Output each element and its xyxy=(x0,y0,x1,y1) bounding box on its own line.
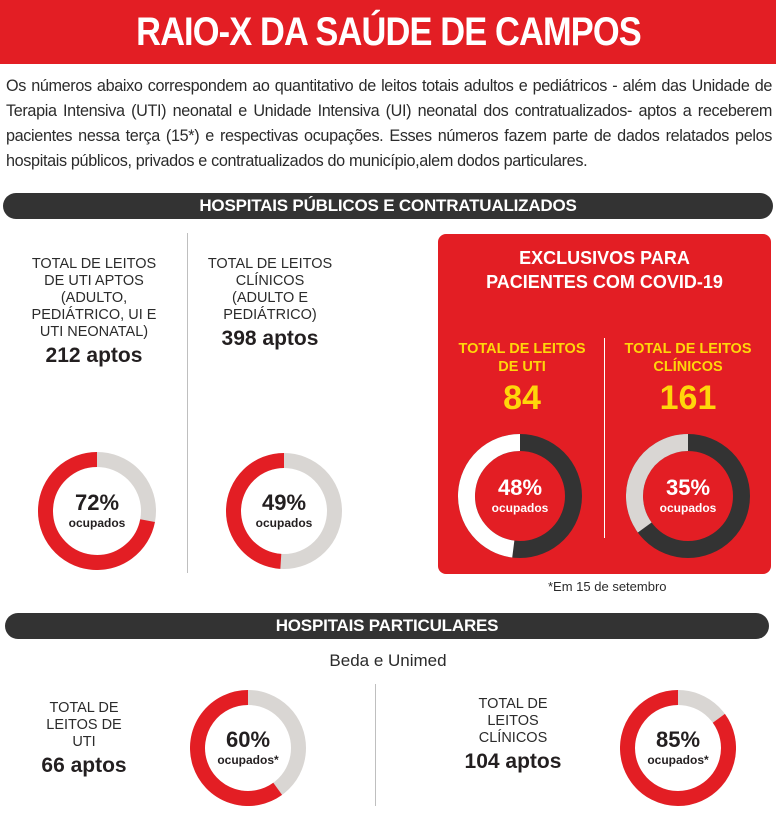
covid-clinicos-label: TOTAL DE LEITOS CLÍNICOS xyxy=(624,341,752,375)
private-uti-label: TOTAL DE LEITOS DE UTI xyxy=(46,700,122,750)
public-uti-value: 212 aptos xyxy=(45,344,143,367)
covid-clinicos-donut xyxy=(626,434,750,558)
public-uti-label: TOTAL DE LEITOS DE UTI APTOS (ADULTO, PEDIÁTRICO, UI E UTI NEONATAL) xyxy=(31,256,157,340)
private-uti-pct: 60% xyxy=(225,727,271,752)
covid-uti-pct: 48% xyxy=(497,475,543,500)
private-clinicos-stat xyxy=(455,696,571,774)
covid-divider xyxy=(604,338,605,538)
public-clinicos-stat xyxy=(206,256,334,351)
section-header-public xyxy=(3,193,773,219)
covid-clinicos-stat xyxy=(618,340,758,418)
private-clinicos-donut xyxy=(620,690,736,806)
covid-uti-stat xyxy=(458,340,586,418)
divider-line xyxy=(187,233,188,573)
public-uti-donut xyxy=(38,452,156,570)
covid-box xyxy=(438,234,771,574)
covid-uti-occ: ocupados xyxy=(491,501,549,515)
public-uti-pct: 72% xyxy=(74,490,120,515)
private-uti-donut xyxy=(190,690,306,806)
covid-header xyxy=(438,246,771,294)
section-header-private-label: HOSPITAIS PARTICULARES xyxy=(275,616,499,635)
covid-uti-value: 84 xyxy=(503,379,541,417)
public-clinicos-value: 398 aptos xyxy=(221,327,319,350)
private-uti-occ: ocupados* xyxy=(217,753,279,767)
covid-uti-donut xyxy=(458,434,582,558)
private-clinicos-pct: 85% xyxy=(655,727,701,752)
public-clinicos-occ: ocupados xyxy=(255,516,313,530)
private-uti-stat xyxy=(36,700,132,778)
public-uti-stat xyxy=(20,256,168,368)
private-uti-value: 66 aptos xyxy=(41,754,127,777)
private-subtitle: Beda e Unimed xyxy=(329,651,447,670)
covid-clinicos-pct: 35% xyxy=(665,475,711,500)
private-clinicos-value: 104 aptos xyxy=(464,750,562,773)
private-clinicos-occ: ocupados* xyxy=(647,753,709,767)
covid-uti-label: TOTAL DE LEITOS DE UTI xyxy=(458,341,586,375)
covid-header-text: EXCLUSIVOS PARA PACIENTES COM COVID-19 xyxy=(486,248,723,292)
public-clinicos-pct: 49% xyxy=(261,490,307,515)
footnote: *Em 15 de setembro xyxy=(548,579,667,594)
covid-clinicos-occ: ocupados xyxy=(659,501,717,515)
intro-text: Os números abaixo correspondem ao quantitativo de leitos totais adultos e pediátricos - além das Unidade de Terapia Intensiva (UTI) neonatal e Unidade Intensiva (UI) neonatal dos contratualizados- aptos a receberem pacientes nessa terça (15*) e respectivas ocupações. Esses números fazem parte de dados relatados pelos hospitais públicos, privados e contratualizados do município,alem dodos particulares. xyxy=(6,77,772,170)
divider-line-private xyxy=(375,684,376,806)
title-banner xyxy=(0,0,776,64)
covid-clinicos-value: 161 xyxy=(659,379,717,417)
section-header-public-label: HOSPITAIS PÚBLICOS E CONTRATUALIZADOS xyxy=(199,196,577,215)
page-title: RAIO-X DA SAÚDE DE CAMPOS xyxy=(135,9,641,54)
section-header-private xyxy=(5,613,769,639)
public-clinicos-label: TOTAL DE LEITOS CLÍNICOS (ADULTO E PEDIÁTRICO) xyxy=(207,256,333,323)
public-uti-occ: ocupados xyxy=(68,516,126,530)
public-clinicos-donut xyxy=(226,453,342,569)
private-clinicos-label: TOTAL DE LEITOS CLÍNICOS xyxy=(478,696,548,746)
